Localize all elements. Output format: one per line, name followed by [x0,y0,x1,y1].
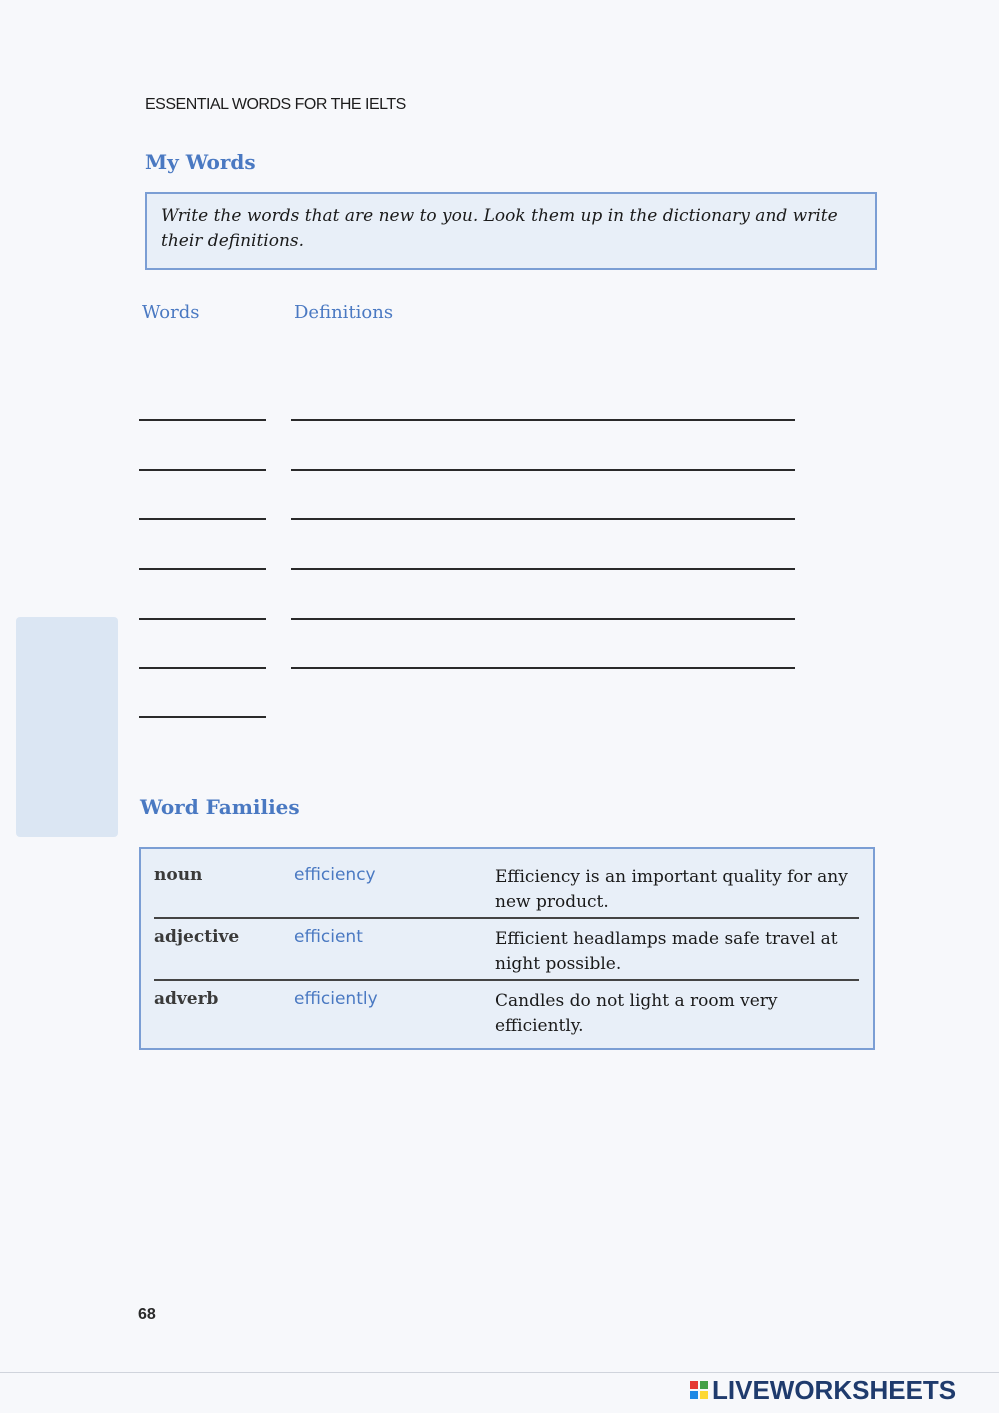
page-number: 68 [138,1306,156,1323]
word-line-7[interactable] [139,716,266,718]
part-of-speech: noun [154,865,203,885]
example-sentence: Efficiency is an important quality for any new product. [495,867,848,912]
column-header-definitions: Definitions [294,302,394,323]
family-row-noun [141,849,873,911]
definition-line-5[interactable] [291,618,795,620]
word-families-table [139,847,875,1050]
word-line-6[interactable] [139,667,266,669]
definition-line-3[interactable] [291,518,795,520]
instruction-text: Write the words that are new to you. Look them up in the dictionary and write their definitions. [161,206,838,251]
column-header-words: Words [142,302,200,323]
part-of-speech: adverb [154,989,219,1009]
word-line-4[interactable] [139,568,266,570]
liveworksheets-logo[interactable] [690,1372,956,1408]
example-sentence: Efficient headlamps made safe travel at night possible. [495,929,838,974]
definition-line-1[interactable] [291,419,795,421]
word-line-2[interactable] [139,469,266,471]
family-word: efficiency [294,865,376,885]
word-families-title: Word Families [140,795,300,819]
instruction-box [145,192,877,270]
example-sentence: Candles do not light a room very efficiently. [495,991,778,1036]
family-row-adverb [141,973,873,1035]
word-line-1[interactable] [139,419,266,421]
running-head: ESSENTIAL WORDS FOR THE IELTS [145,96,406,113]
brand-name: LIVEWORKSHEETS [712,1374,957,1405]
part-of-speech: adjective [154,927,240,947]
definition-line-4[interactable] [291,568,795,570]
definition-line-6[interactable] [291,667,795,669]
my-words-title: My Words [145,150,256,174]
word-line-3[interactable] [139,518,266,520]
logo-icon [690,1381,708,1399]
family-row-adjective [141,911,873,973]
side-tab [16,617,118,837]
definition-line-2[interactable] [291,469,795,471]
word-line-5[interactable] [139,618,266,620]
family-word: efficient [294,927,363,947]
family-word: efficiently [294,989,378,1009]
